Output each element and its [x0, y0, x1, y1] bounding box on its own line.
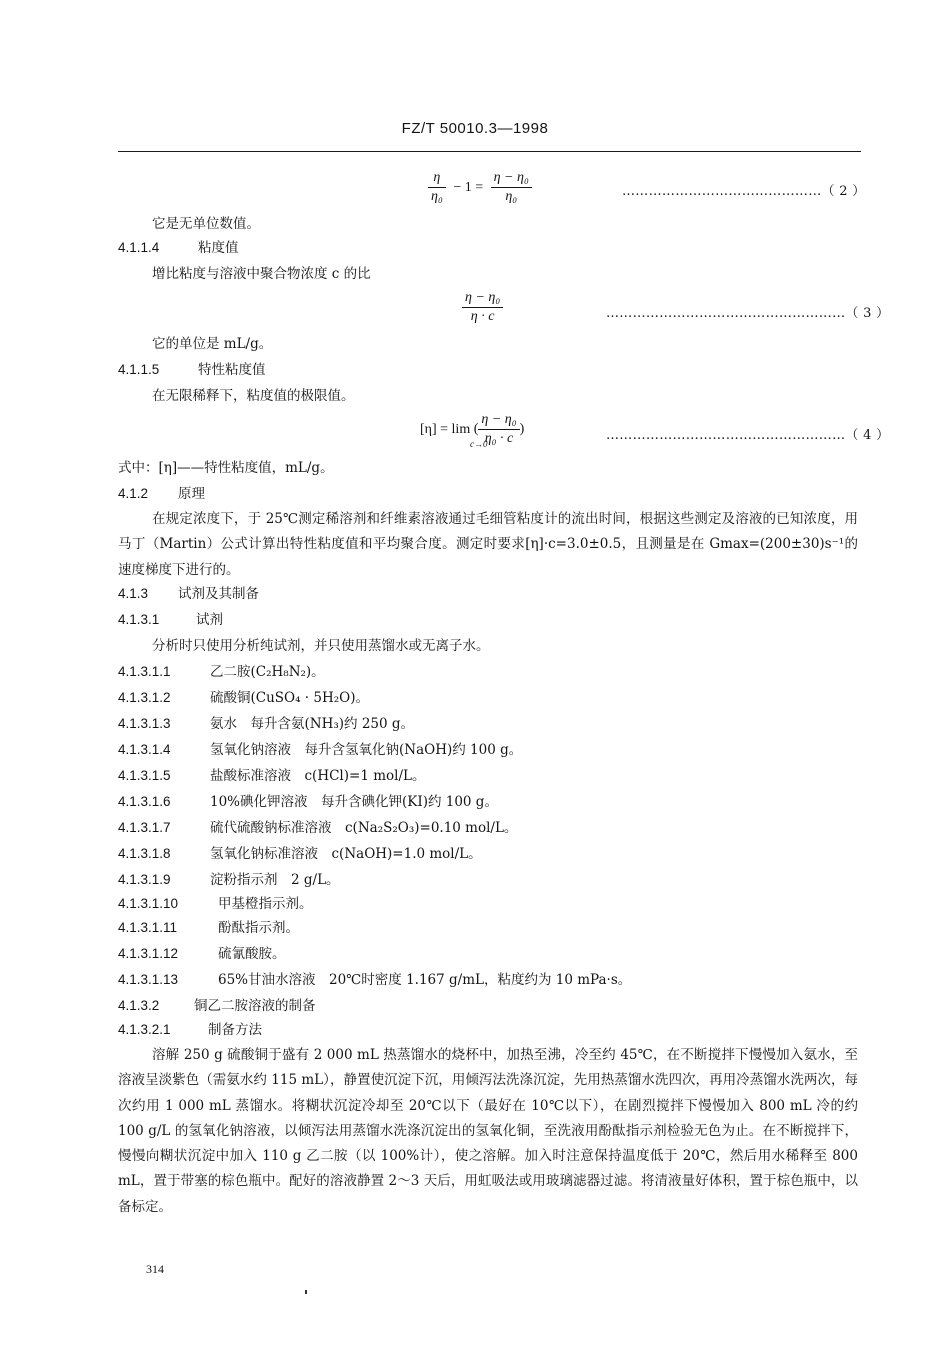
reagent-text: 氨水 每升含氨(NH₃)约 250 g。 — [210, 716, 415, 732]
reagent-number: 4.1.3.1.7 — [118, 820, 171, 835]
reagent-text: 氢氧化钠溶液 每升含氢氧化钠(NaOH)约 100 g。 — [210, 742, 523, 758]
reagent-number: 4.1.3.1.9 — [118, 872, 171, 887]
section-4-1-1-4-definition: 增比粘度与溶液中聚合物浓度 c 的比 — [152, 266, 371, 282]
eq4-denominator: η₀ · c — [484, 431, 514, 446]
eq4-lhs: [η] = lim — [420, 421, 471, 437]
eq4-left-paren: ( — [473, 421, 479, 437]
reagent-text: 硫代硫酸钠标准溶液 c(Na₂S₂O₃)=0.10 mol/L。 — [210, 820, 518, 836]
section-4-1-3-1-number: 4.1.3.1 — [118, 612, 160, 627]
header-rule — [118, 151, 861, 152]
eq2-lhs-numerator: η — [428, 170, 446, 188]
reagent-text: 氢氧化钠标准溶液 c(NaOH)=1.0 mol/L。 — [210, 846, 482, 862]
reagent-text: 淀粉指示剂 2 g/L。 — [210, 872, 340, 888]
equation-3 — [462, 290, 503, 325]
reagent-text: 硫氰酸胺。 — [218, 946, 286, 962]
reagent-number: 4.1.3.1.10 — [118, 896, 179, 911]
section-4-1-2-text: 在规定浓度下，于 25℃测定稀溶剂和纤维素溶液通过毛细管粘度计的流出时间，根据这些测定及溶液的已知浓度，用马丁（Martin）公式计算出特性粘度值和平均聚合度。测定时要求[η]·c=3.0±0.5，且测量是在 Gmax=(200±30)s⁻¹的速度梯度下进行的。 — [118, 511, 858, 578]
page-number: 314 — [146, 1262, 164, 1276]
scan-speck — [305, 1290, 307, 1294]
eq4-limit-subscript: c→0 — [470, 438, 488, 449]
equation-2 — [428, 170, 532, 205]
eq2-lhs-fraction — [428, 170, 446, 205]
section-4-1-3-2-1-title: 制备方法 — [208, 1022, 262, 1038]
eq3-numerator: η − η₀ — [462, 290, 503, 308]
eq3-fraction — [462, 290, 503, 325]
section-4-1-3-2-number: 4.1.3.2 — [118, 998, 160, 1013]
section-4-1-3-number: 4.1.3 — [118, 586, 149, 601]
reagent-number: 4.1.3.1.4 — [118, 742, 171, 757]
section-4-1-2-title: 原理 — [178, 486, 205, 502]
reagent-text: 酚酞指示剂。 — [218, 920, 299, 936]
reagent-number: 4.1.3.1.2 — [118, 690, 171, 705]
eq3-leader: ………………………………………………（ 3 ） — [606, 306, 890, 321]
section-4-1-3-2-title: 铜乙二胺溶液的制备 — [194, 998, 316, 1014]
section-4-1-3-title: 试剂及其制备 — [178, 586, 259, 602]
eq4-leader: ………………………………………………（ 4 ） — [606, 428, 890, 443]
note-unitless: 它是无单位数值。 — [152, 216, 260, 232]
equation-4 — [420, 412, 524, 447]
eq2-leader: ………………………………………（ 2 ） — [622, 184, 866, 199]
standard-header: FZ/T 50010.3—1998 — [401, 120, 549, 137]
where-clause: 式中：[η]——特性粘度值，mL/g。 — [118, 460, 334, 476]
reagent-number: 4.1.3.1.1 — [118, 664, 171, 679]
note-unit: 它的单位是 mL/g。 — [152, 336, 273, 352]
reagent-text: 硫酸铜(CuSO₄ · 5H₂O)。 — [210, 690, 370, 706]
section-4-1-1-5-title: 特性粘度值 — [198, 362, 266, 378]
eq4-limit — [420, 421, 488, 449]
reagent-number: 4.1.3.1.11 — [118, 920, 178, 935]
reagent-number: 4.1.3.1.6 — [118, 794, 171, 809]
eq2-operator: − 1 = — [453, 179, 484, 195]
reagent-text: 乙二胺(C₂H₈N₂)。 — [210, 664, 325, 680]
reagent-text: 盐酸标准溶液 c(HCl)=1 mol/L。 — [210, 768, 426, 784]
eq2-lhs-denominator: η₀ — [431, 189, 443, 204]
reagent-number: 4.1.3.1.5 — [118, 768, 171, 783]
reagent-text: 65%甘油水溶液 20℃时密度 1.167 g/mL，粘度约为 10 mPa·s。 — [218, 972, 632, 988]
eq4-numerator: η − η₀ — [478, 412, 519, 430]
section-4-1-1-4-number: 4.1.1.4 — [118, 240, 160, 255]
reagent-text: 甲基橙指示剂。 — [218, 896, 313, 912]
reagent-number: 4.1.3.1.8 — [118, 846, 171, 861]
section-4-1-1-4-title: 粘度值 — [198, 240, 239, 256]
section-4-1-3-1-title: 试剂 — [196, 612, 223, 628]
eq4-right-paren: ) — [519, 421, 525, 437]
reagent-number: 4.1.3.1.12 — [118, 946, 179, 961]
reagent-text: 10%碘化钾溶液 每升含碘化钾(KI)约 100 g。 — [210, 794, 498, 810]
section-4-1-1-5-definition: 在无限稀释下，粘度值的极限值。 — [152, 388, 355, 404]
reagent-number: 4.1.3.1.13 — [118, 972, 179, 987]
eq2-rhs-numerator: η − η₀ — [491, 170, 532, 188]
eq2-rhs-denominator: η₀ — [505, 189, 518, 204]
eq3-denominator: η · c — [470, 309, 495, 324]
eq2-rhs-fraction — [491, 170, 532, 205]
section-4-1-3-1-text: 分析时只使用分析纯试剂，并只使用蒸馏水或无离子水。 — [152, 638, 490, 654]
section-4-1-3-2-1-number: 4.1.3.2.1 — [118, 1022, 171, 1037]
section-4-1-3-2-1-text: 溶解 250 g 硫酸铜于盛有 2 000 mL 热蒸馏水的烧杯中，加热至沸，冷至约 45℃，在不断搅拌下慢慢加入氨水，至溶液呈淡紫色（需氨水约 115 mL），静置使沉淀下沉，用倾泻法洗涤沉淀，先用热蒸馏水洗四次，再用冷蒸馏水洗两次，每次约用 1 000 mL 蒸馏水。将糊状沉淀冷却至 20℃以下（最好在 10℃以下），在剧烈搅拌下慢慢加入 800 mL 冷的约 100 g/L 的氢氧化钠溶液，以倾泻法用蒸馏水洗涤沉淀出的氢氧化铜，至洗液用酚酞指示剂检验无色为止。在不断搅拌下，慢慢向糊状沉淀中加入 110 g 乙二胺（以 100%计），使之溶解。加入时注意保持温度低于 20℃，然后用水稀释至 800 mL，置于带塞的棕色瓶中。配好的溶液静置 2～3 天后，用虹吸法或用玻璃滤器过滤。将清液量好体积，置于棕色瓶中，以备标定。 — [118, 1047, 858, 1215]
reagent-number: 4.1.3.1.3 — [118, 716, 171, 731]
section-4-1-1-5-number: 4.1.1.5 — [118, 362, 160, 377]
section-4-1-2-number: 4.1.2 — [118, 486, 149, 501]
